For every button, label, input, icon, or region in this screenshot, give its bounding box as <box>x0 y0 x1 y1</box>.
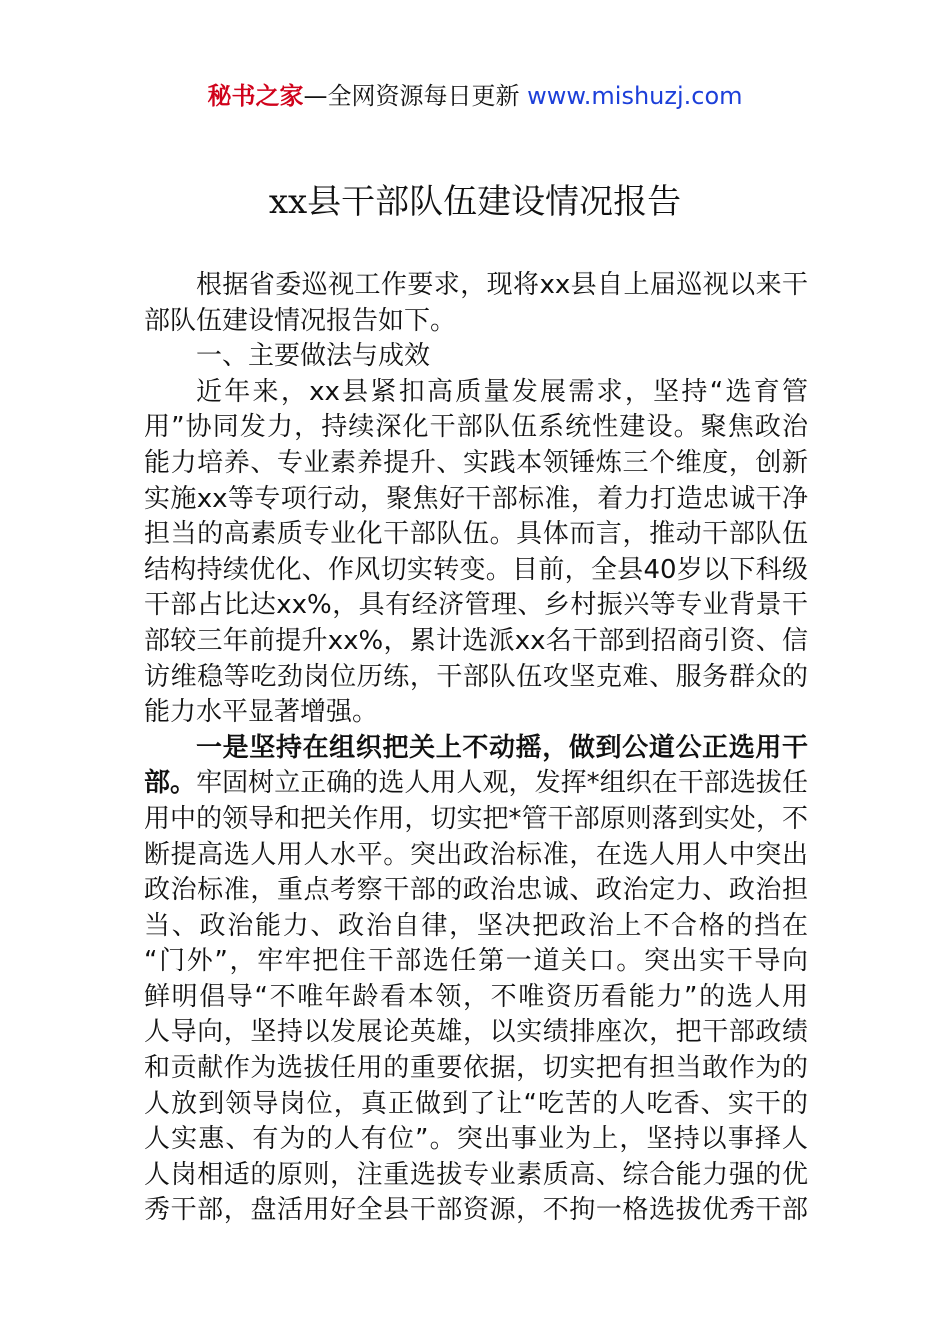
document-title: xx县干部队伍建设情况报告 <box>268 182 682 222</box>
text-line: 秀干部，盘活用好全县干部资源，不拘一格选拔优秀干部 <box>144 1195 808 1226</box>
text-line: 实施xx等专项行动，聚焦好干部标准，着力打造忠诚干净 <box>144 483 808 514</box>
text-line: 担当的高素质专业化干部队伍。具体而言，推动干部队伍 <box>144 519 808 550</box>
text-line: 结构持续优化、作风切实转变。目前，全县40岁以下科级 <box>144 554 808 585</box>
text-line: 一、主要做法与成效 <box>196 341 431 372</box>
document-body <box>144 268 808 1229</box>
site-header <box>0 80 950 112</box>
text-line: 部队伍建设情况报告如下。 <box>144 305 457 336</box>
text-line: 根据省委巡视工作要求，现将xx县自上届巡视以来干 <box>196 270 808 300</box>
text-line: 一是坚持在组织把关上不动摇，做到公道公正选用干 <box>196 732 808 763</box>
text-line <box>144 766 808 802</box>
text-line: 访维稳等吃劲岗位历练，干部队伍攻坚克难、服务群众的 <box>144 661 808 692</box>
text-line: 人实惠、有为的人有位”。突出事业为上，坚持以事择人 <box>144 1124 808 1155</box>
brand-name: 秘书之家 <box>207 82 304 110</box>
text-line: 鲜明倡导“不唯年龄看本领，不唯资历看能力”的选人用 <box>144 981 808 1012</box>
text-line: 断提高选人用人水平。突出政治标准，在选人用人中突出 <box>144 839 808 870</box>
text-line: 人放到领导岗位，真正做到了让“吃苦的人吃香、实干的 <box>144 1088 808 1119</box>
bold-lead-text: 部。 <box>144 768 197 799</box>
header-tagline: —全网资源每日更新 <box>303 82 520 110</box>
text-line: “门外”，牢牢把住干部选任第一道关口。突出实干导向 <box>144 946 808 977</box>
line-text: 牢固树立正确的选人用人观，发挥*组织在干部选拔任 <box>196 768 808 799</box>
text-line: 能力水平显著增强。 <box>144 697 379 728</box>
text-line: 近年来，xx县紧扣高质量发展需求，坚持“选育管 <box>196 376 808 407</box>
text-line: 和贡献作为选拔任用的重要依据，切实把有担当敢作为的 <box>144 1053 808 1084</box>
site-url-link[interactable]: www.mishuzj.com <box>527 82 743 110</box>
text-line: 用”协同发力，持续深化干部队伍系统性建设。聚焦政治 <box>144 412 808 443</box>
text-line: 人岗相适的原则，注重选拔专业素质高、综合能力强的优 <box>144 1159 808 1190</box>
text-line: 用中的领导和把关作用，切实把*管干部原则落到实处，不 <box>144 803 808 834</box>
text-line: 当、政治能力、政治自律，坚决把政治上不合格的挡在 <box>144 910 808 941</box>
text-line: 政治标准，重点考察干部的政治忠诚、政治定力、政治担 <box>144 875 808 906</box>
text-line: 干部占比达xx%，具有经济管理、乡村振兴等专业背景干 <box>144 590 808 621</box>
text-line: 能力培养、专业素养提升、实践本领锤炼三个维度，创新 <box>144 447 808 478</box>
text-line: 部较三年前提升xx%，累计选派xx名干部到招商引资、信 <box>144 625 808 656</box>
text-line: 人导向，坚持以发展论英雄，以实绩排座次，把干部政绩 <box>144 1017 808 1048</box>
